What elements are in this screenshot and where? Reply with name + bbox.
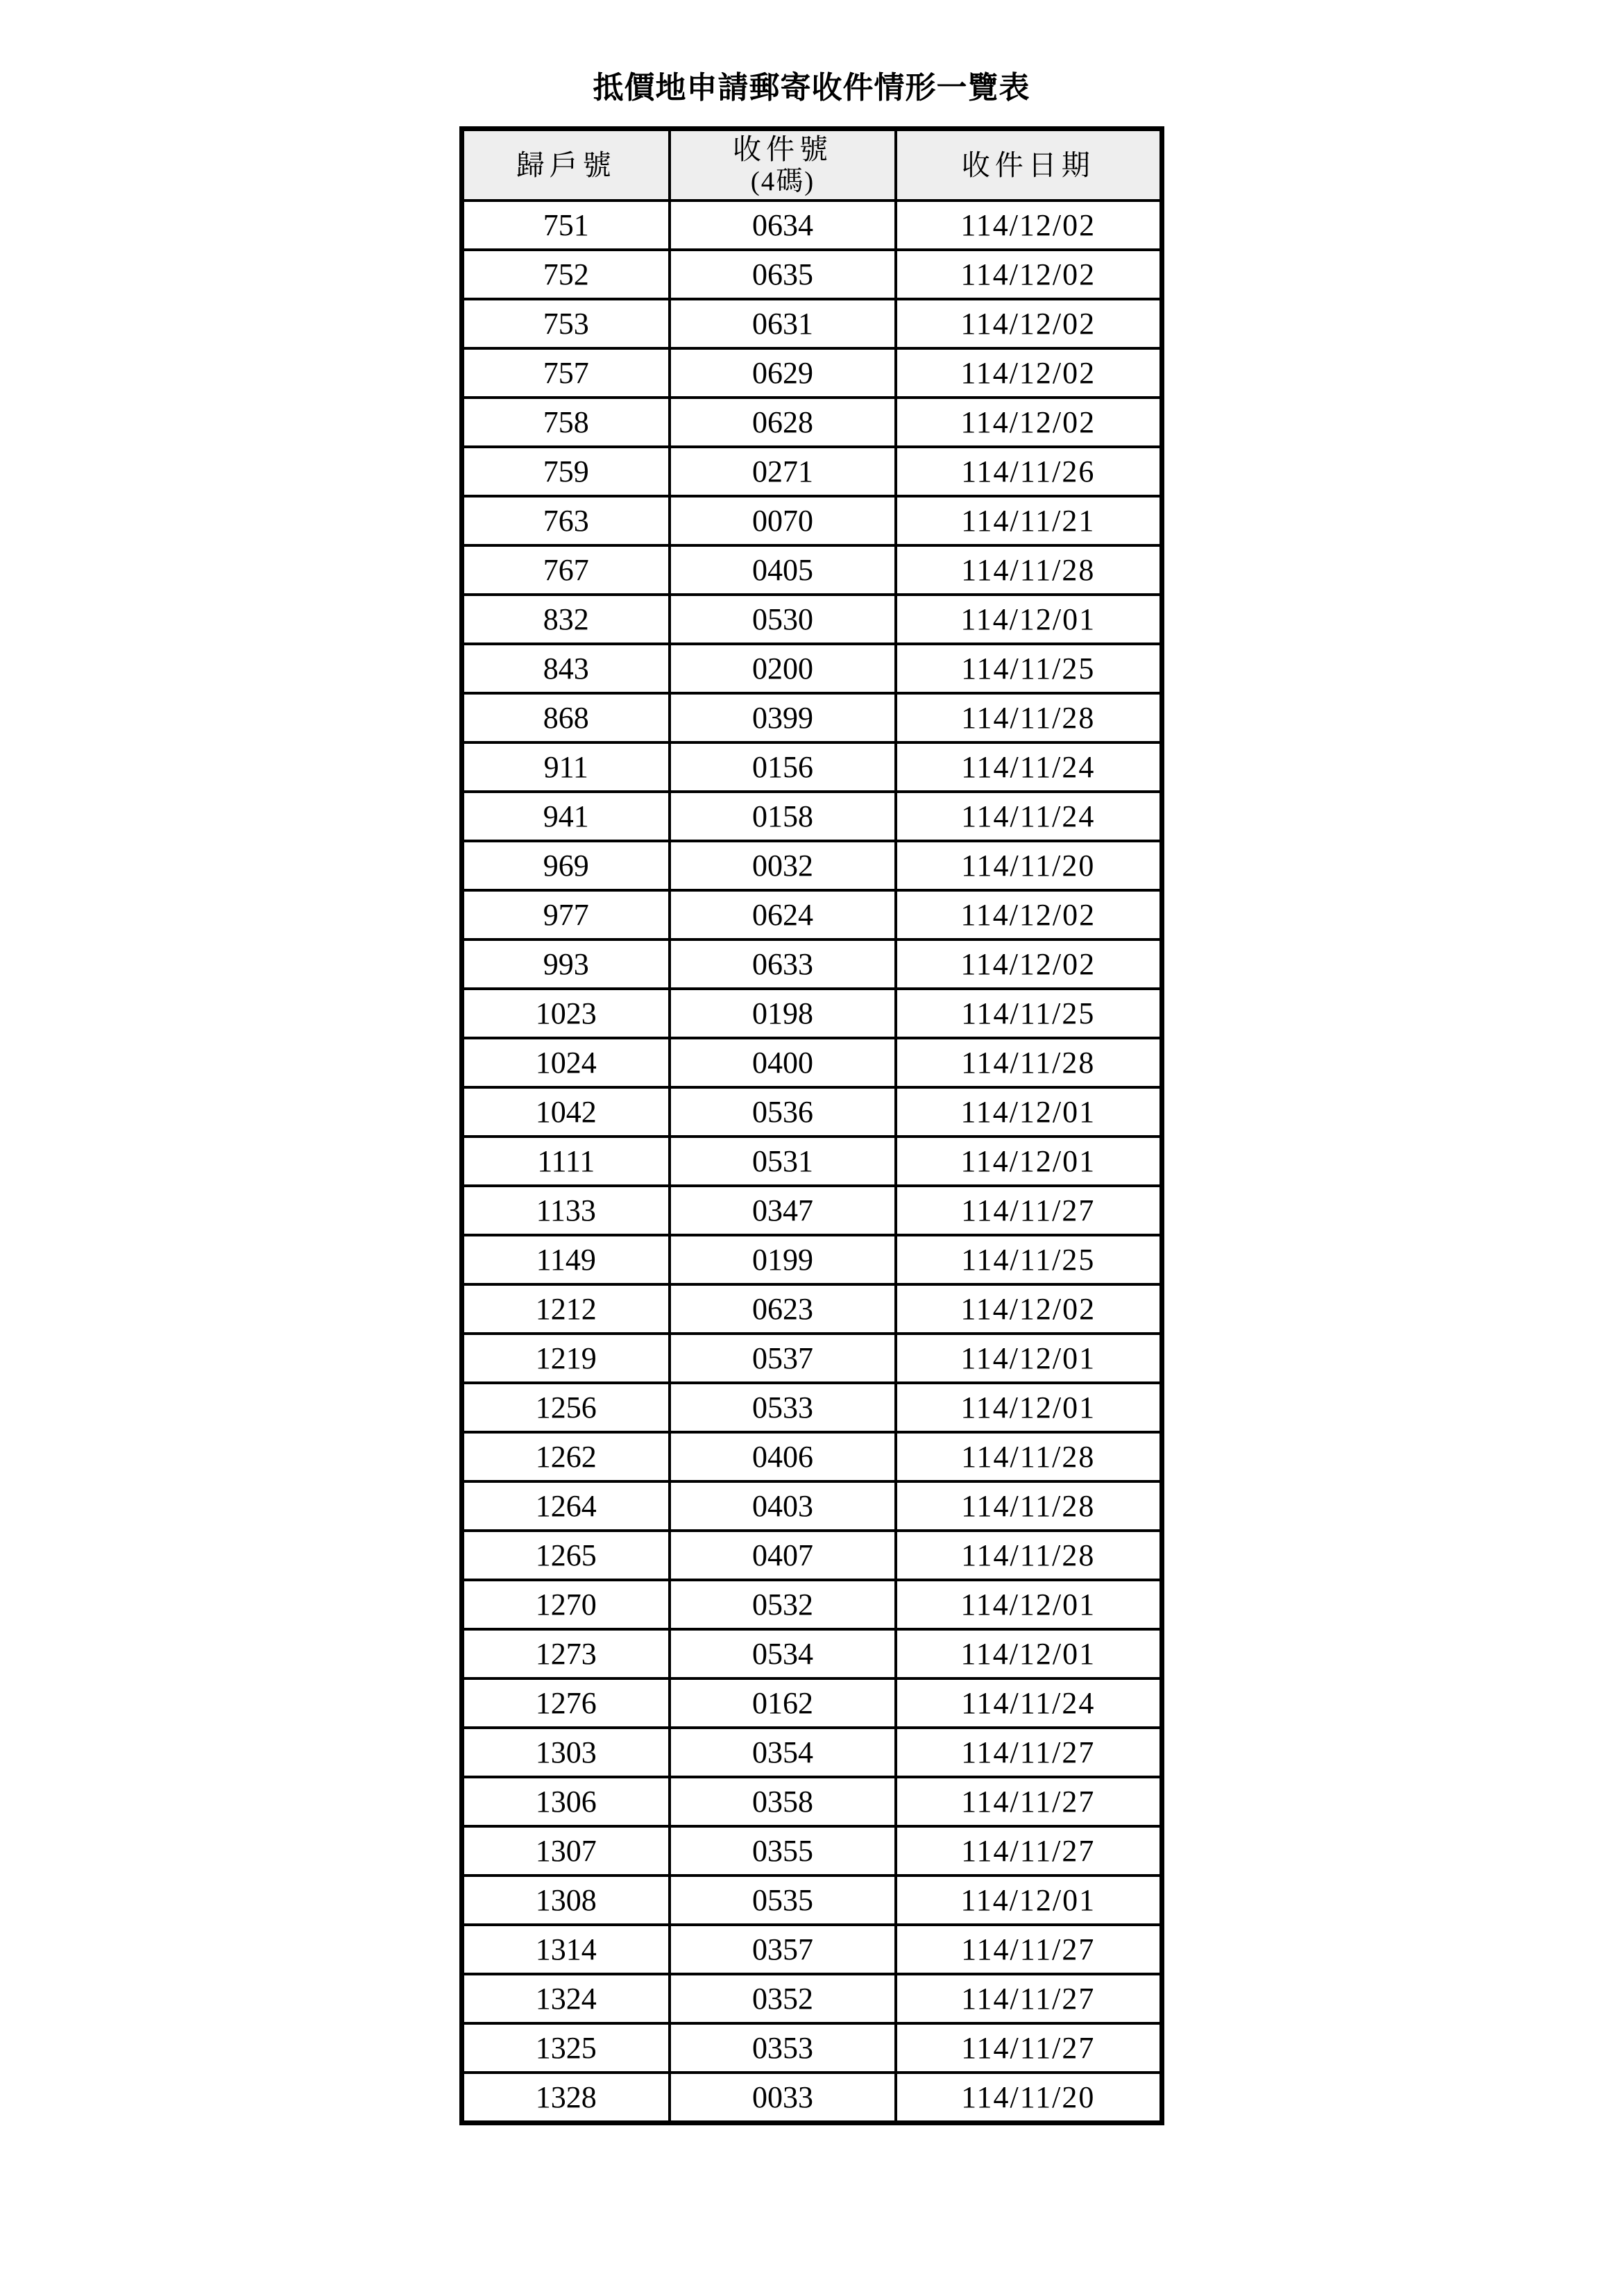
header-receipt-no	[670, 129, 896, 201]
cell-account-no: 767	[461, 545, 670, 595]
cell-account-no: 1262	[461, 1432, 670, 1481]
cell-receipt-date: 114/11/20	[896, 2073, 1162, 2123]
cell-receipt-date: 114/12/01	[896, 1876, 1162, 1925]
table-row	[461, 250, 1162, 299]
cell-account-no: 759	[461, 447, 670, 496]
table-row	[461, 545, 1162, 595]
cell-receipt-date: 114/11/26	[896, 447, 1162, 496]
cell-receipt-no: 0354	[670, 1728, 896, 1777]
cell-receipt-date: 114/11/27	[896, 1925, 1162, 1974]
table-row	[461, 644, 1162, 693]
cell-receipt-date: 114/12/02	[896, 299, 1162, 348]
cell-receipt-no: 0530	[670, 595, 896, 644]
cell-receipt-date: 114/11/28	[896, 1531, 1162, 1580]
cell-receipt-no: 0535	[670, 1876, 896, 1925]
cell-receipt-date: 114/11/28	[896, 545, 1162, 595]
cell-receipt-date: 114/12/01	[896, 1580, 1162, 1629]
cell-receipt-no: 0156	[670, 742, 896, 792]
cell-receipt-date: 114/11/27	[896, 1826, 1162, 1876]
table-row	[461, 1235, 1162, 1284]
cell-receipt-no: 0352	[670, 1974, 896, 2023]
cell-receipt-date: 114/12/02	[896, 398, 1162, 447]
cell-receipt-no: 0162	[670, 1678, 896, 1728]
header-receipt-no-line1: 收件號	[733, 133, 833, 166]
table-row	[461, 2073, 1162, 2123]
cell-receipt-date: 114/11/25	[896, 989, 1162, 1038]
cell-receipt-no: 0403	[670, 1481, 896, 1531]
table-row	[461, 1481, 1162, 1531]
cell-account-no: 1265	[461, 1531, 670, 1580]
cell-account-no: 1303	[461, 1728, 670, 1777]
cell-receipt-date: 114/11/28	[896, 1481, 1162, 1531]
table-row	[461, 1629, 1162, 1678]
table-row	[461, 1974, 1162, 2023]
cell-receipt-date: 114/12/02	[896, 939, 1162, 989]
cell-receipt-date: 114/11/24	[896, 792, 1162, 841]
table-row	[461, 201, 1162, 250]
table-row	[461, 742, 1162, 792]
cell-receipt-no: 0536	[670, 1087, 896, 1137]
cell-receipt-no: 0353	[670, 2023, 896, 2073]
table-row	[461, 841, 1162, 890]
cell-receipt-no: 0533	[670, 1383, 896, 1432]
cell-receipt-no: 0070	[670, 496, 896, 545]
cell-receipt-no: 0158	[670, 792, 896, 841]
table-row	[461, 1531, 1162, 1580]
cell-receipt-date: 114/11/27	[896, 1974, 1162, 2023]
cell-receipt-no: 0400	[670, 1038, 896, 1087]
cell-receipt-date: 114/11/27	[896, 1186, 1162, 1235]
cell-receipt-date: 114/11/21	[896, 496, 1162, 545]
cell-account-no: 1308	[461, 1876, 670, 1925]
table-row	[461, 939, 1162, 989]
cell-account-no: 1307	[461, 1826, 670, 1876]
table-row	[461, 1925, 1162, 1974]
table-row	[461, 2023, 1162, 2073]
cell-account-no: 1042	[461, 1087, 670, 1137]
cell-account-no: 911	[461, 742, 670, 792]
cell-receipt-no: 0406	[670, 1432, 896, 1481]
table-row	[461, 1432, 1162, 1481]
cell-receipt-date: 114/11/27	[896, 2023, 1162, 2073]
table-row	[461, 1728, 1162, 1777]
cell-receipt-date: 114/11/24	[896, 1678, 1162, 1728]
cell-account-no: 1270	[461, 1580, 670, 1629]
cell-receipt-date: 114/12/02	[896, 201, 1162, 250]
cell-account-no: 763	[461, 496, 670, 545]
cell-receipt-no: 0357	[670, 1925, 896, 1974]
cell-account-no: 1276	[461, 1678, 670, 1728]
cell-account-no: 941	[461, 792, 670, 841]
cell-receipt-date: 114/11/24	[896, 742, 1162, 792]
cell-receipt-date: 114/11/25	[896, 644, 1162, 693]
cell-receipt-no: 0399	[670, 693, 896, 742]
cell-account-no: 1212	[461, 1284, 670, 1334]
cell-receipt-date: 114/11/27	[896, 1728, 1162, 1777]
cell-receipt-no: 0347	[670, 1186, 896, 1235]
header-receipt-no-line2: (4碼)	[750, 166, 815, 196]
cell-account-no: 1256	[461, 1383, 670, 1432]
cell-receipt-no: 0628	[670, 398, 896, 447]
cell-receipt-date: 114/12/01	[896, 1629, 1162, 1678]
table-row	[461, 348, 1162, 398]
table-row	[461, 693, 1162, 742]
cell-account-no: 1328	[461, 2073, 670, 2123]
cell-receipt-date: 114/12/02	[896, 1284, 1162, 1334]
table-row	[461, 1284, 1162, 1334]
cell-account-no: 832	[461, 595, 670, 644]
table-row	[461, 890, 1162, 939]
table-row	[461, 1038, 1162, 1087]
table-row	[461, 1186, 1162, 1235]
cell-account-no: 752	[461, 250, 670, 299]
cell-receipt-date: 114/11/25	[896, 1235, 1162, 1284]
cell-receipt-no: 0534	[670, 1629, 896, 1678]
cell-receipt-no: 0271	[670, 447, 896, 496]
cell-receipt-no: 0624	[670, 890, 896, 939]
cell-receipt-no: 0033	[670, 2073, 896, 2123]
table-row	[461, 1383, 1162, 1432]
cell-receipt-date: 114/12/01	[896, 1137, 1162, 1186]
cell-receipt-no: 0355	[670, 1826, 896, 1876]
cell-account-no: 1314	[461, 1925, 670, 1974]
cell-account-no: 757	[461, 348, 670, 398]
cell-receipt-no: 0635	[670, 250, 896, 299]
cell-account-no: 1149	[461, 1235, 670, 1284]
cell-account-no: 993	[461, 939, 670, 989]
cell-receipt-date: 114/12/01	[896, 1383, 1162, 1432]
cell-receipt-no: 0633	[670, 939, 896, 989]
receipt-table	[459, 126, 1164, 2125]
cell-receipt-date: 114/12/02	[896, 250, 1162, 299]
cell-account-no: 1325	[461, 2023, 670, 2073]
cell-account-no: 868	[461, 693, 670, 742]
cell-account-no: 977	[461, 890, 670, 939]
cell-receipt-no: 0634	[670, 201, 896, 250]
cell-account-no: 969	[461, 841, 670, 890]
cell-receipt-no: 0537	[670, 1334, 896, 1383]
cell-receipt-no: 0198	[670, 989, 896, 1038]
table-row	[461, 1777, 1162, 1826]
header-row	[461, 129, 1162, 201]
table-row	[461, 1876, 1162, 1925]
cell-receipt-date: 114/11/28	[896, 1432, 1162, 1481]
cell-receipt-no: 0405	[670, 545, 896, 595]
cell-receipt-no: 0531	[670, 1137, 896, 1186]
table-row	[461, 1580, 1162, 1629]
cell-account-no: 758	[461, 398, 670, 447]
table-row	[461, 1334, 1162, 1383]
cell-account-no: 843	[461, 644, 670, 693]
cell-receipt-date: 114/11/28	[896, 1038, 1162, 1087]
table-row	[461, 496, 1162, 545]
cell-receipt-date: 114/11/28	[896, 693, 1162, 742]
cell-receipt-date: 114/12/02	[896, 348, 1162, 398]
cell-receipt-no: 0358	[670, 1777, 896, 1826]
cell-account-no: 1219	[461, 1334, 670, 1383]
table-row	[461, 1826, 1162, 1876]
cell-account-no: 1324	[461, 1974, 670, 2023]
cell-receipt-date: 114/12/01	[896, 1334, 1162, 1383]
cell-receipt-no: 0532	[670, 1580, 896, 1629]
cell-account-no: 1273	[461, 1629, 670, 1678]
cell-receipt-date: 114/11/20	[896, 841, 1162, 890]
header-receipt-date: 收件日期	[896, 129, 1162, 201]
table-row	[461, 595, 1162, 644]
cell-receipt-no: 0032	[670, 841, 896, 890]
cell-receipt-date: 114/12/02	[896, 890, 1162, 939]
header-account-no: 歸戶號	[461, 129, 670, 201]
cell-receipt-no: 0199	[670, 1235, 896, 1284]
cell-receipt-no: 0407	[670, 1531, 896, 1580]
cell-account-no: 1264	[461, 1481, 670, 1531]
cell-receipt-no: 0623	[670, 1284, 896, 1334]
cell-receipt-date: 114/12/01	[896, 595, 1162, 644]
cell-account-no: 1133	[461, 1186, 670, 1235]
cell-account-no: 1024	[461, 1038, 670, 1087]
table-header	[461, 129, 1162, 201]
table-row	[461, 447, 1162, 496]
table-row	[461, 299, 1162, 348]
cell-account-no: 1111	[461, 1137, 670, 1186]
table-row	[461, 989, 1162, 1038]
table-row	[461, 1137, 1162, 1186]
cell-receipt-no: 0200	[670, 644, 896, 693]
table-row	[461, 1678, 1162, 1728]
table-row	[461, 1087, 1162, 1137]
cell-account-no: 1023	[461, 989, 670, 1038]
table-body	[461, 201, 1162, 2123]
cell-receipt-no: 0629	[670, 348, 896, 398]
cell-account-no: 1306	[461, 1777, 670, 1826]
cell-receipt-date: 114/11/27	[896, 1777, 1162, 1826]
table-row	[461, 792, 1162, 841]
cell-account-no: 751	[461, 201, 670, 250]
cell-receipt-date: 114/12/01	[896, 1087, 1162, 1137]
cell-account-no: 753	[461, 299, 670, 348]
page-title: 抵價地申請郵寄收件情形一覽表	[593, 71, 1030, 105]
table-row	[461, 398, 1162, 447]
cell-receipt-no: 0631	[670, 299, 896, 348]
